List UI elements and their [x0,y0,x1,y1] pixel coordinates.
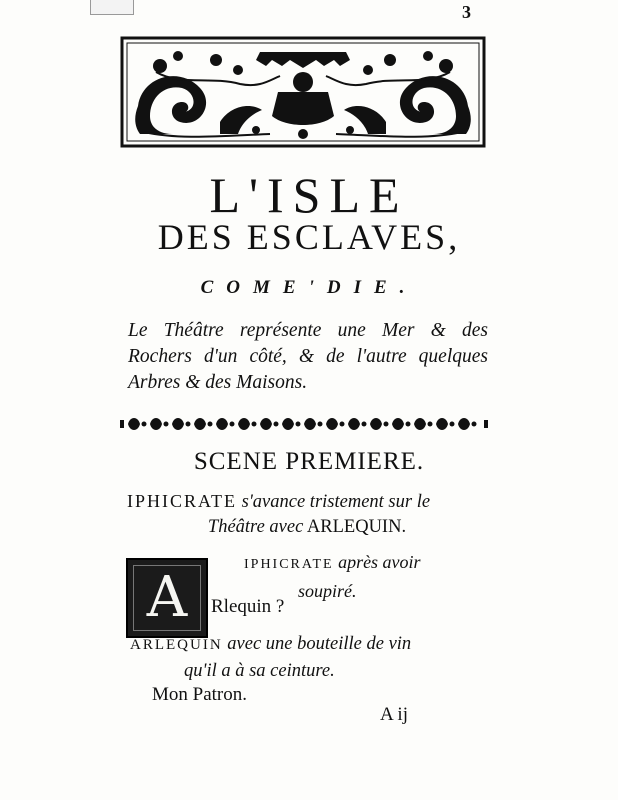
speech-arlequin [130,631,490,684]
title-line-2: DES ESCLAVES, [157,217,461,257]
speech2-direction-2: qu'il a à sa ceinture. [184,661,335,681]
speech1-direction-2: soupiré. [298,581,357,601]
genre-label: COME'DIE. [200,277,418,298]
speech2-line: Mon Patron. [152,684,247,705]
direction-text-2: Théâtre avec [207,517,304,537]
initial-letter: A [146,565,188,630]
speech1-line: Rlequin ? [211,596,285,617]
speech1-direction-1: après avoir [338,552,421,572]
stage-setting: Le Théâtre représente une Mer & des Rochers d'un côté, & de l'autre quelques Arbres & des Maisons. [128,320,488,393]
direction-companion: ARLEQUIN. [306,517,407,537]
speech2-direction-1: avec une bouteille de vin [227,634,412,654]
speech1-speaker: IPHICRATE [244,557,334,572]
headpiece-ornament [120,36,486,148]
opening-stage-direction [127,488,487,540]
title-line-1: L'ISLE [209,167,409,223]
ornamental-rule [120,414,490,434]
signature-mark: A ij [380,704,408,725]
scene-heading: SCENE PREMIERE. [193,448,425,475]
direction-text-1: s'avance tristement sur le [241,492,431,512]
page-number: 3 [462,2,471,22]
scan-corner-fold [90,0,134,15]
direction-speaker: IPHICRATE [127,491,238,511]
speech2-speaker: ARLEQUIN [130,637,223,653]
decorated-initial [126,558,208,638]
